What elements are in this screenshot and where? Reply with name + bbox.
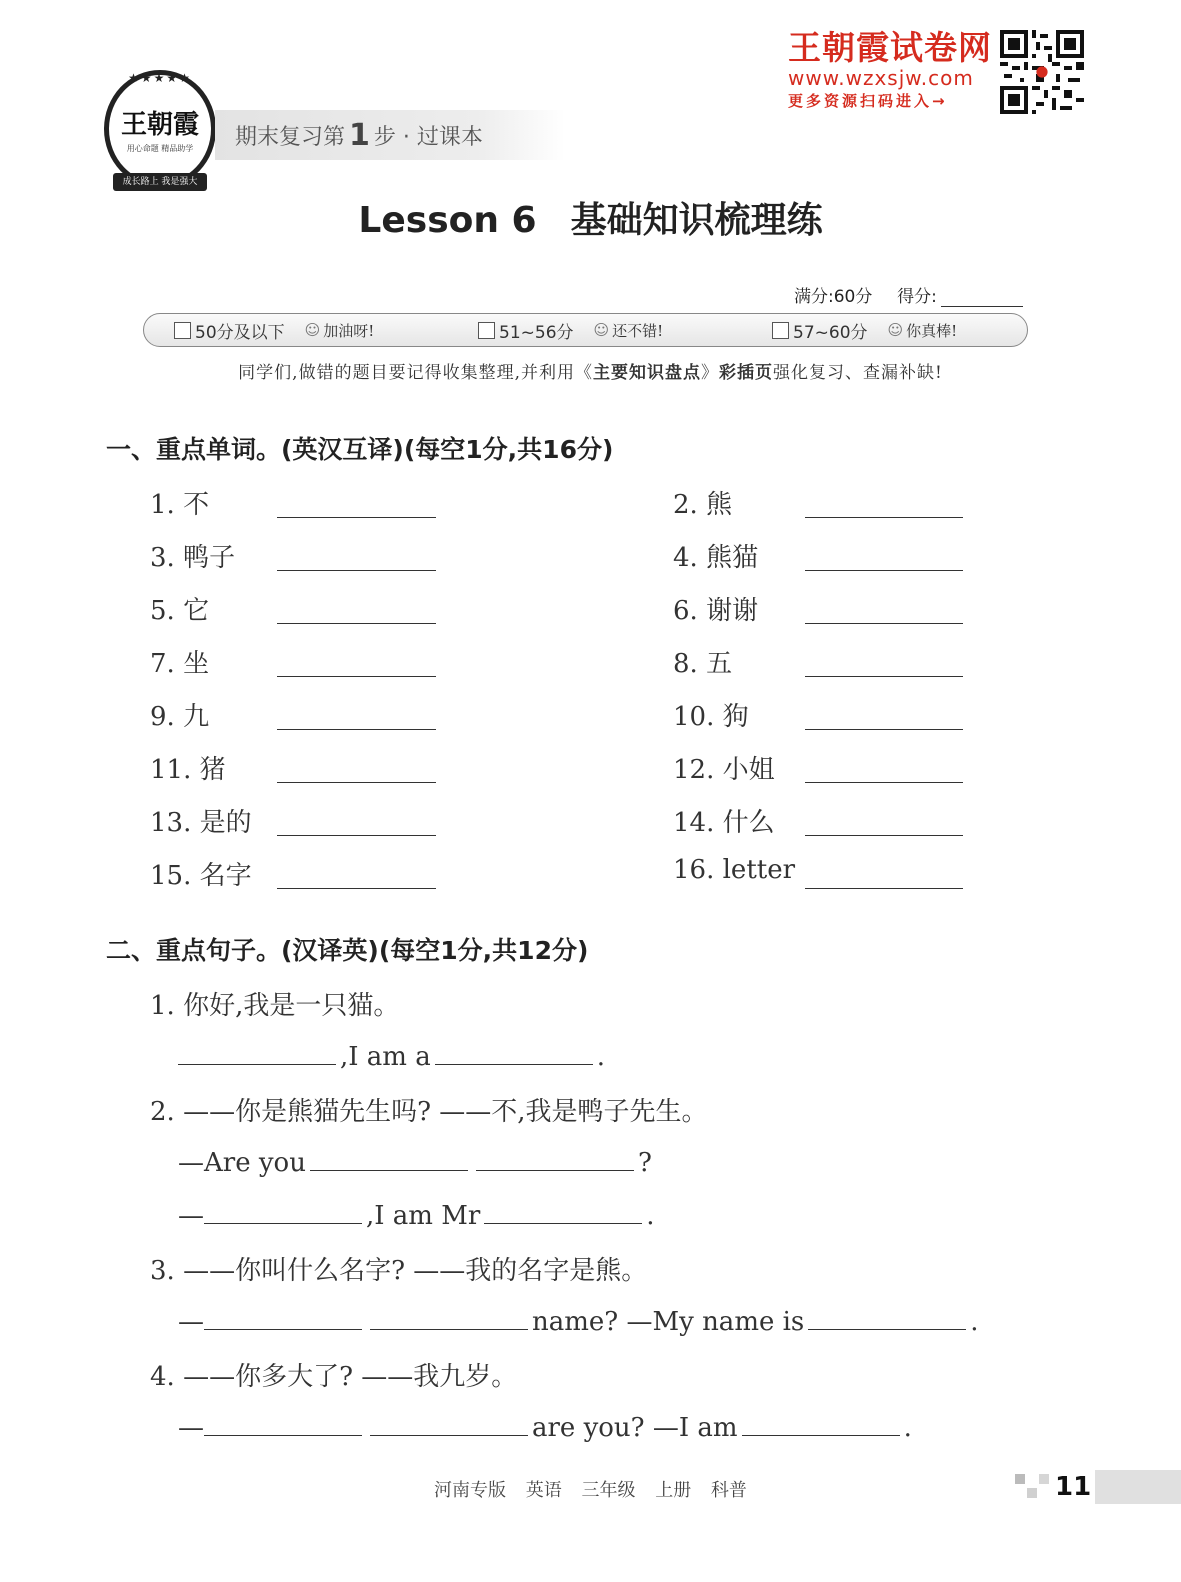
notice-bold-1: 主要知识盘点 [592, 363, 701, 383]
answer-blank[interactable] [204, 1197, 362, 1224]
vocab-prompt: 4. 熊猫 [673, 543, 759, 573]
lesson-label: Lesson 6 [358, 200, 537, 241]
vocab-item [673, 696, 973, 736]
answer-text: — [178, 1201, 204, 1231]
vocab-item [150, 484, 450, 524]
page-number-block [1015, 1470, 1181, 1506]
notice-before: 同学们,做错的题目要记得收集整理,并利用《 [238, 363, 593, 383]
answer-blank[interactable] [370, 1303, 528, 1330]
answer-blank[interactable] [805, 888, 963, 889]
rating-mid [478, 318, 663, 343]
rating-high [772, 318, 957, 343]
rating-cheer: 加油呀! [323, 321, 375, 340]
answer-blank[interactable] [204, 1409, 362, 1436]
question-2-chinese: 2. ——你是熊猫先生吗? ——不,我是鸭子先生。 [150, 1097, 708, 1127]
answer-blank[interactable] [476, 1144, 634, 1171]
vocab-item [673, 643, 973, 683]
answer-text: — [178, 1413, 204, 1443]
decor-square [1015, 1474, 1025, 1484]
answer-blank[interactable] [277, 729, 436, 730]
notice-after: 强化复习、查漏补缺! [772, 363, 943, 383]
star-icons: ★★★★★ [128, 71, 192, 85]
answer-text: ? [637, 1148, 652, 1178]
vocab-item [673, 590, 973, 630]
vocab-item [150, 855, 450, 895]
rating-cheer: 你真棒! [906, 321, 958, 340]
answer-blank[interactable] [484, 1197, 642, 1224]
vocab-item [673, 484, 973, 524]
answer-text: are you? —I am [532, 1413, 738, 1443]
answer-text: ,I am a [340, 1042, 431, 1072]
publisher-logo [104, 70, 216, 188]
vocab-prompt: 8. 五 [673, 649, 733, 679]
step-prefix: 期末复习第 [235, 124, 346, 150]
brand-title: 王朝霞试卷网 [788, 28, 992, 67]
brand-url[interactable]: www.wzxsjw.com [788, 66, 974, 90]
score-label: 得分: [897, 287, 937, 307]
footer-edition: 河南专版 英语 三年级 上册 科普 [434, 1480, 747, 1501]
vocab-item [150, 537, 450, 577]
answer-text: —Are you [178, 1148, 306, 1178]
answer-blank[interactable] [805, 782, 963, 783]
vocab-item [150, 749, 450, 789]
answer-blank[interactable] [370, 1409, 528, 1436]
vocab-item [150, 802, 450, 842]
answer-blank[interactable] [277, 517, 436, 518]
brand-block [788, 30, 998, 112]
answer-blank[interactable] [805, 570, 963, 571]
answer-blank[interactable] [277, 835, 436, 836]
brand-scan-text: 更多资源扫码进入→ [788, 92, 948, 110]
answer-blank[interactable] [805, 676, 963, 677]
face-icon: ☺ [304, 321, 321, 339]
vocab-item [673, 802, 973, 842]
vocab-prompt: 12. 小姐 [673, 755, 775, 785]
section-1-heading: 一、重点单词。(英汉互译)(每空1分,共16分) [106, 435, 614, 464]
rating-checkbox[interactable] [478, 322, 495, 339]
face-icon: ☺ [887, 321, 904, 339]
question-3-answer [178, 1303, 979, 1337]
logo-name: 王朝霞 [120, 110, 199, 140]
answer-blank[interactable] [808, 1303, 966, 1330]
answer-blank[interactable] [805, 517, 963, 518]
question-2-answer-line-1 [178, 1144, 652, 1178]
decor-square [1039, 1474, 1049, 1484]
vocab-item [150, 696, 450, 736]
answer-text: . [903, 1413, 912, 1443]
logo-subtitle: 用心命题 精品助学 [126, 144, 194, 153]
answer-blank[interactable] [742, 1409, 900, 1436]
question-3-chinese: 3. ——你叫什么名字? ——我的名字是熊。 [150, 1256, 648, 1286]
vocab-prompt: 1. 不 [150, 490, 210, 520]
notice-mid: 》 [700, 363, 719, 383]
vocab-item [673, 537, 973, 577]
decor-square [1027, 1488, 1037, 1498]
notice-text [0, 358, 1181, 383]
lesson-subtitle: 基础知识梳理练 [570, 200, 823, 241]
vocab-prompt: 3. 鸭子 [150, 543, 236, 573]
score-line [794, 282, 1023, 307]
answer-text: name? —My name is [532, 1307, 805, 1337]
vocab-prompt: 14. 什么 [673, 808, 775, 838]
answer-blank[interactable] [805, 623, 963, 624]
answer-text: — [178, 1307, 204, 1337]
vocab-prompt: 2. 熊 [673, 490, 733, 520]
full-score: 满分:60分 [794, 287, 873, 307]
vocab-item [150, 643, 450, 683]
notice-bold-2: 彩插页 [718, 363, 773, 383]
score-blank[interactable] [941, 288, 1023, 307]
page-title [0, 192, 1181, 243]
vocab-prompt: 6. 谢谢 [673, 596, 759, 626]
rating-range: 51~56分 [499, 322, 574, 343]
answer-blank[interactable] [805, 729, 963, 730]
page-number-bar [1095, 1470, 1181, 1504]
answer-blank[interactable] [178, 1038, 336, 1065]
vocab-item [673, 855, 973, 895]
answer-blank[interactable] [310, 1144, 468, 1171]
qr-code-icon[interactable] [1000, 30, 1084, 114]
answer-text: ,I am Mr [366, 1201, 481, 1231]
step-suffix: 步 · 过课本 [373, 124, 483, 150]
rating-bar [143, 313, 1028, 347]
answer-blank[interactable] [277, 623, 436, 624]
vocab-prompt: 10. 狗 [673, 702, 749, 732]
answer-text: . [970, 1307, 979, 1337]
question-4-answer [178, 1409, 912, 1443]
answer-text: . [596, 1042, 605, 1072]
vocab-prompt: 7. 坐 [150, 649, 210, 679]
logo-ribbon: 成长路上 我是强大 [113, 173, 207, 191]
rating-low [174, 318, 374, 343]
face-icon: ☺ [593, 321, 610, 339]
answer-text: . [646, 1201, 655, 1231]
rating-checkbox[interactable] [772, 322, 789, 339]
vocab-item [150, 590, 450, 630]
step-number: 1 [349, 117, 370, 153]
question-1-answer [178, 1038, 605, 1072]
section-2-heading: 二、重点句子。(汉译英)(每空1分,共12分) [106, 936, 589, 965]
answer-blank[interactable] [277, 888, 436, 889]
vocab-prompt: 15. 名字 [150, 861, 252, 891]
rating-range: 50分及以下 [195, 322, 285, 343]
question-4-chinese: 4. ——你多大了? ——我九岁。 [150, 1362, 518, 1392]
rating-checkbox[interactable] [174, 322, 191, 339]
answer-blank[interactable] [805, 835, 963, 836]
vocab-item [673, 749, 973, 789]
rating-cheer: 还不错! [612, 321, 664, 340]
answer-blank[interactable] [435, 1038, 593, 1065]
page-number: 11 [1055, 1472, 1092, 1502]
question-2-answer-line-2 [178, 1197, 655, 1231]
answer-blank[interactable] [277, 676, 436, 677]
vocab-prompt: 5. 它 [150, 596, 210, 626]
rating-range: 57~60分 [793, 322, 868, 343]
answer-blank[interactable] [277, 570, 436, 571]
answer-blank[interactable] [277, 782, 436, 783]
vocab-prompt: 16. letter [673, 855, 796, 885]
vocab-prompt: 13. 是的 [150, 808, 252, 838]
answer-blank[interactable] [204, 1303, 362, 1330]
step-banner [215, 110, 565, 160]
vocab-prompt: 11. 猪 [150, 755, 226, 785]
question-1-chinese: 1. 你好,我是一只猫。 [150, 991, 400, 1021]
vocab-prompt: 9. 九 [150, 702, 210, 732]
